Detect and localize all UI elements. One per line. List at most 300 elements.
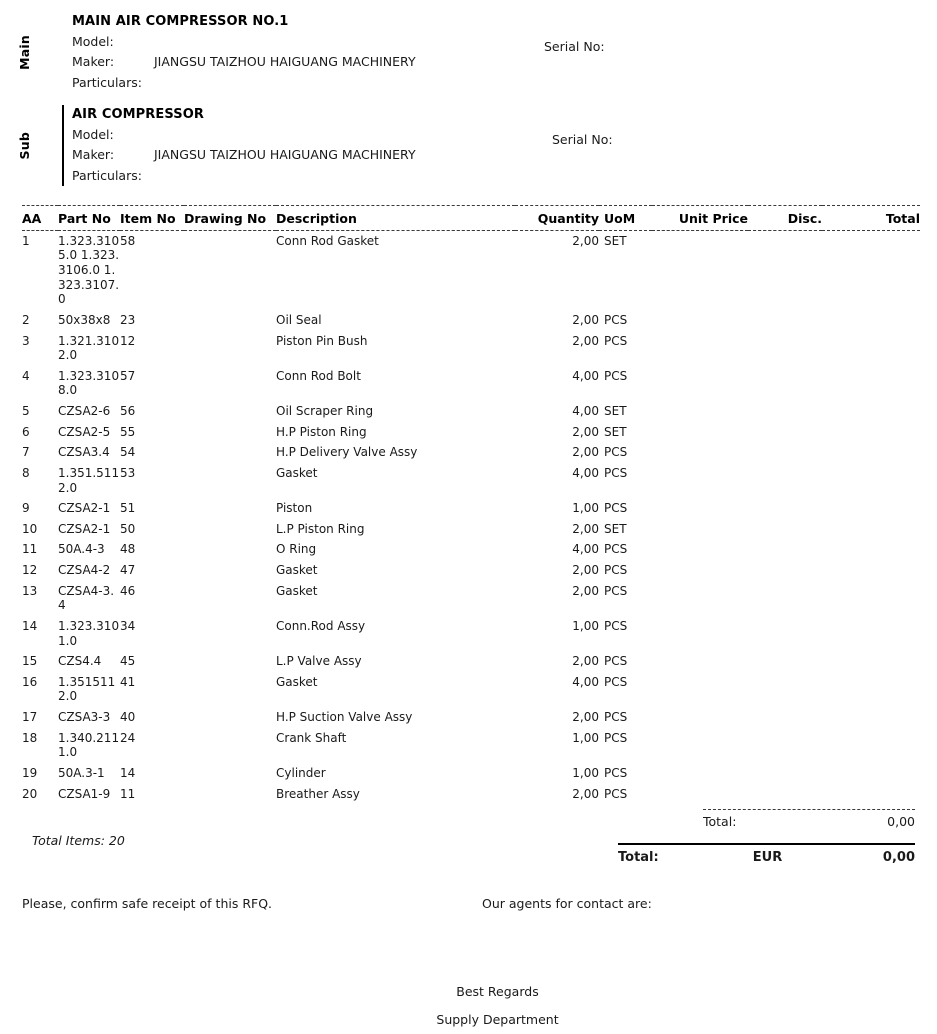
cell-part-no	[58, 230, 120, 310]
items-table-body	[22, 230, 920, 804]
table-row	[22, 442, 920, 463]
part-no-text: 50A.3-1	[58, 765, 105, 780]
cell-drawing-no	[184, 463, 276, 498]
column-header-uom: UoM	[599, 205, 652, 230]
cell-uom: PCS	[604, 654, 628, 669]
cell-disc	[748, 422, 822, 443]
totals-section	[22, 809, 915, 865]
cell-uom: SET	[604, 404, 627, 419]
cell-description: H.P Suction Valve Assy	[276, 710, 413, 725]
cell-item-no: 12	[120, 333, 136, 348]
main-equipment-rail	[0, 12, 48, 93]
cell-description: L.P Piston Ring	[276, 521, 365, 536]
part-no-text: 1.321.3102.0	[58, 333, 120, 363]
cell-drawing-no	[184, 422, 276, 443]
part-no-text: CZSA2-5	[58, 424, 111, 439]
table-row	[22, 763, 920, 784]
cell-unit-price	[652, 560, 748, 581]
part-no-text: CZSA3.4	[58, 445, 110, 460]
cell-item-no: 47	[120, 563, 136, 578]
cell-total	[822, 728, 920, 763]
items-table-header	[22, 205, 920, 230]
cell-uom: SET	[604, 424, 627, 439]
cell-total	[822, 230, 920, 310]
cell-description: Conn.Rod Assy	[276, 618, 366, 633]
column-header-unit-price: Unit Price	[652, 205, 748, 230]
cell-unit-price	[652, 763, 748, 784]
cell-quantity: 4,00	[572, 368, 599, 383]
sub-equipment-serial-row	[552, 132, 613, 147]
cell-item-no: 48	[120, 542, 136, 557]
part-no-text: 1.340.2111.0	[58, 730, 120, 760]
main-equipment-model-row	[72, 32, 937, 52]
cell-item-no: 51	[120, 501, 136, 516]
sub-equipment-body	[62, 105, 937, 186]
column-header-description: Description	[276, 205, 515, 230]
cell-drawing-no	[184, 539, 276, 560]
cell-uom: SET	[604, 233, 627, 248]
cell-quantity: 2,00	[572, 654, 599, 669]
cell-item-no: 53	[120, 465, 136, 480]
cell-drawing-no	[184, 519, 276, 540]
signoff-block	[0, 978, 937, 1034]
cell-quantity: 1,00	[572, 765, 599, 780]
cell-quantity: 2,00	[572, 563, 599, 578]
table-row	[22, 728, 920, 763]
cell-uom: SET	[604, 521, 627, 536]
part-no-text: CZS4.4	[58, 654, 102, 669]
items-table	[22, 205, 920, 804]
cell-total	[822, 463, 920, 498]
cell-quantity: 2,00	[572, 583, 599, 598]
cell-unit-price	[652, 539, 748, 560]
sub-equipment-model-row	[72, 125, 937, 145]
cell-total	[822, 331, 920, 366]
part-no-text: 1.323.3105.0 1.323.3106.0 1.323.3107.0	[58, 233, 120, 307]
cell-item-no: 14	[120, 765, 136, 780]
cell-total	[822, 763, 920, 784]
cell-disc	[748, 519, 822, 540]
cell-disc	[748, 539, 822, 560]
sub-equipment-rail-label: Sub	[16, 131, 32, 160]
cell-aa: 19	[22, 765, 38, 780]
cell-unit-price	[652, 230, 748, 310]
grand-total-row	[22, 843, 915, 865]
cell-total	[822, 560, 920, 581]
table-row	[22, 310, 920, 331]
cell-part-no	[58, 707, 120, 728]
cell-unit-price	[652, 581, 748, 616]
cell-uom: PCS	[604, 465, 628, 480]
cell-part-no	[58, 539, 120, 560]
sub-equipment-maker-row	[72, 145, 937, 165]
cell-unit-price	[652, 672, 748, 707]
cell-total	[822, 651, 920, 672]
part-no-text: CZSA3-3	[58, 710, 111, 725]
cell-disc	[748, 763, 822, 784]
cell-drawing-no	[184, 331, 276, 366]
column-header-drawing-no: Drawing No	[184, 205, 276, 230]
cell-aa: 15	[22, 654, 38, 669]
footer-note-right: Our agents for contact are:	[482, 896, 652, 912]
cell-part-no	[58, 560, 120, 581]
cell-item-no: 57	[120, 368, 136, 383]
cell-drawing-no	[184, 366, 276, 401]
main-equipment-model-label: Model:	[72, 34, 114, 50]
cell-disc	[748, 581, 822, 616]
table-row	[22, 331, 920, 366]
footer-note-left: Please, confirm safe receipt of this RFQ.	[22, 896, 273, 912]
cell-description: O Ring	[276, 542, 317, 557]
cell-disc	[748, 310, 822, 331]
cell-description: Conn Rod Gasket	[276, 233, 379, 248]
cell-aa: 1	[22, 233, 30, 248]
table-row	[22, 498, 920, 519]
cell-aa: 11	[22, 542, 38, 557]
part-no-text: CZSA1-9	[58, 786, 111, 801]
main-equipment-serial-label: Serial No:	[544, 39, 605, 54]
cell-uom: PCS	[604, 542, 628, 557]
part-no-text: 50A.4-3	[58, 542, 105, 557]
cell-description: Oil Scraper Ring	[276, 404, 374, 419]
cell-total	[822, 310, 920, 331]
signoff-supply-department: Supply Department	[436, 1012, 559, 1028]
cell-disc	[748, 560, 822, 581]
cell-quantity: 1,00	[572, 501, 599, 516]
cell-aa: 5	[22, 404, 30, 419]
table-row	[22, 560, 920, 581]
cell-aa: 12	[22, 563, 38, 578]
table-row	[22, 784, 920, 805]
cell-disc	[748, 784, 822, 805]
cell-description: Gasket	[276, 563, 318, 578]
cell-unit-price	[652, 422, 748, 443]
signoff-best-regards: Best Regards	[456, 984, 539, 1000]
cell-unit-price	[652, 707, 748, 728]
cell-disc	[748, 463, 822, 498]
cell-quantity: 2,00	[572, 445, 599, 460]
cell-drawing-no	[184, 442, 276, 463]
main-equipment-maker-label: Maker:	[72, 54, 115, 70]
cell-uom: PCS	[604, 501, 628, 516]
column-header-item-no: Item No	[120, 205, 184, 230]
cell-description: L.P Valve Assy	[276, 654, 362, 669]
part-no-text: 1.323.3101.0	[58, 618, 120, 648]
cell-part-no	[58, 331, 120, 366]
cell-description: Gasket	[276, 674, 318, 689]
cell-unit-price	[652, 498, 748, 519]
cell-aa: 8	[22, 465, 30, 480]
cell-drawing-no	[184, 581, 276, 616]
main-equipment-maker-row	[72, 52, 937, 72]
cell-disc	[748, 707, 822, 728]
cell-unit-price	[652, 310, 748, 331]
cell-disc	[748, 728, 822, 763]
cell-drawing-no	[184, 784, 276, 805]
sub-equipment-maker-value: JIANGSU TAIZHOU HAIGUANG MACHINERY	[154, 147, 416, 163]
cell-quantity: 1,00	[572, 618, 599, 633]
cell-aa: 2	[22, 312, 30, 327]
part-no-text: CZSA4-2	[58, 563, 111, 578]
cell-uom: PCS	[604, 368, 628, 383]
cell-unit-price	[652, 651, 748, 672]
cell-unit-price	[652, 519, 748, 540]
footer-notes	[22, 896, 915, 918]
cell-aa: 6	[22, 424, 30, 439]
cell-disc	[748, 401, 822, 422]
cell-description: Breather Assy	[276, 786, 360, 801]
cell-item-no: 23	[120, 312, 136, 327]
cell-uom: PCS	[604, 710, 628, 725]
cell-uom: PCS	[604, 563, 628, 578]
cell-aa: 7	[22, 445, 30, 460]
cell-unit-price	[652, 463, 748, 498]
subtotal-inner	[703, 809, 915, 829]
cell-description: Piston Pin Bush	[276, 333, 368, 348]
cell-drawing-no	[184, 401, 276, 422]
cell-disc	[748, 442, 822, 463]
cell-total	[822, 366, 920, 401]
cell-drawing-no	[184, 672, 276, 707]
table-row	[22, 581, 920, 616]
cell-description: Piston	[276, 501, 313, 516]
cell-aa: 9	[22, 501, 30, 516]
cell-uom: PCS	[604, 333, 628, 348]
cell-drawing-no	[184, 728, 276, 763]
cell-part-no	[58, 442, 120, 463]
cell-uom: PCS	[604, 583, 628, 598]
cell-part-no	[58, 651, 120, 672]
cell-part-no	[58, 616, 120, 651]
sub-equipment-rail	[0, 105, 48, 186]
table-row	[22, 672, 920, 707]
cell-part-no	[58, 463, 120, 498]
cell-drawing-no	[184, 707, 276, 728]
cell-uom: PCS	[604, 674, 628, 689]
cell-part-no	[58, 728, 120, 763]
cell-description: Cylinder	[276, 765, 326, 780]
cell-total	[822, 539, 920, 560]
table-row	[22, 230, 920, 310]
cell-aa: 20	[22, 786, 38, 801]
column-header-aa: AA	[22, 205, 58, 230]
cell-uom: PCS	[604, 765, 628, 780]
cell-item-no: 41	[120, 674, 136, 689]
grand-total-label: Total:	[618, 850, 659, 866]
cell-quantity: 2,00	[572, 233, 599, 248]
cell-quantity: 4,00	[572, 404, 599, 419]
cell-item-no: 50	[120, 521, 136, 536]
cell-description: Gasket	[276, 583, 318, 598]
part-no-text: 1.323.3108.0	[58, 368, 120, 398]
cell-aa: 17	[22, 710, 38, 725]
cell-disc	[748, 366, 822, 401]
part-no-text: 1.3515112.0	[58, 674, 116, 704]
cell-uom: PCS	[604, 618, 628, 633]
sub-equipment-serial-label: Serial No:	[552, 131, 613, 147]
cell-disc	[748, 651, 822, 672]
sub-equipment-title: AIR COMPRESSOR	[72, 106, 204, 122]
cell-aa: 13	[22, 583, 38, 598]
cell-part-no	[58, 401, 120, 422]
cell-part-no	[58, 310, 120, 331]
subtotal-row	[22, 809, 915, 829]
cell-drawing-no	[184, 616, 276, 651]
subtotal-label: Total:	[703, 814, 737, 830]
cell-uom: PCS	[604, 312, 628, 327]
table-row	[22, 463, 920, 498]
table-row	[22, 519, 920, 540]
column-header-disc: Disc.	[748, 205, 822, 230]
cell-total	[822, 519, 920, 540]
cell-description: Conn Rod Bolt	[276, 368, 361, 383]
items-table-header-row	[22, 205, 920, 230]
cell-unit-price	[652, 331, 748, 366]
part-no-text: CZSA2-6	[58, 404, 111, 419]
cell-description: Oil Seal	[276, 312, 322, 327]
table-row	[22, 616, 920, 651]
cell-item-no: 56	[120, 404, 136, 419]
cell-total	[822, 442, 920, 463]
cell-item-no: 58	[120, 233, 136, 248]
table-row	[22, 422, 920, 443]
sub-equipment-maker-label: Maker:	[72, 147, 115, 163]
cell-drawing-no	[184, 310, 276, 331]
table-row	[22, 539, 920, 560]
cell-total	[822, 616, 920, 651]
cell-item-no: 45	[120, 654, 136, 669]
column-header-part-no: Part No	[58, 205, 120, 230]
table-row	[22, 401, 920, 422]
cell-item-no: 34	[120, 618, 136, 633]
cell-total	[822, 422, 920, 443]
cell-aa: 18	[22, 730, 38, 745]
cell-unit-price	[652, 366, 748, 401]
cell-total	[822, 707, 920, 728]
cell-total	[822, 672, 920, 707]
cell-unit-price	[652, 728, 748, 763]
sub-equipment-particulars-label: Particulars:	[72, 167, 142, 183]
main-equipment-rail-label: Main	[16, 35, 32, 70]
cell-quantity: 2,00	[572, 786, 599, 801]
cell-drawing-no	[184, 763, 276, 784]
cell-description: H.P Piston Ring	[276, 424, 367, 439]
sub-equipment-block	[0, 105, 937, 186]
cell-disc	[748, 672, 822, 707]
cell-part-no	[58, 422, 120, 443]
cell-description: H.P Delivery Valve Assy	[276, 445, 418, 460]
cell-description: Crank Shaft	[276, 730, 347, 745]
cell-drawing-no	[184, 498, 276, 519]
cell-item-no: 24	[120, 730, 136, 745]
sub-equipment-model-label: Model:	[72, 127, 114, 143]
cell-aa: 10	[22, 521, 38, 536]
total-items-count: Total Items: 20	[32, 833, 125, 849]
grand-total-inner	[618, 843, 915, 865]
cell-uom: PCS	[604, 730, 628, 745]
cell-disc	[748, 331, 822, 366]
cell-part-no	[58, 366, 120, 401]
sub-equipment-particulars-row	[72, 166, 937, 186]
cell-quantity: 1,00	[572, 730, 599, 745]
cell-total	[822, 784, 920, 805]
main-equipment-maker-value: JIANGSU TAIZHOU HAIGUANG MACHINERY	[154, 54, 416, 70]
cell-quantity: 2,00	[572, 710, 599, 725]
cell-aa: 16	[22, 674, 38, 689]
cell-total	[822, 401, 920, 422]
part-no-text: 1.351.5112.0	[58, 465, 120, 495]
cell-drawing-no	[184, 560, 276, 581]
main-equipment-block	[0, 12, 937, 93]
cell-part-no	[58, 581, 120, 616]
part-no-text: CZSA2-1	[58, 501, 111, 516]
cell-part-no	[58, 763, 120, 784]
cell-item-no: 46	[120, 583, 136, 598]
cell-quantity: 4,00	[572, 674, 599, 689]
grand-total-currency: EUR	[752, 850, 783, 866]
part-no-text: CZSA2-1	[58, 521, 111, 536]
main-equipment-particulars-row	[72, 73, 937, 93]
cell-total	[822, 581, 920, 616]
cell-unit-price	[652, 616, 748, 651]
cell-uom: PCS	[604, 445, 628, 460]
cell-quantity: 2,00	[572, 333, 599, 348]
cell-item-no: 11	[120, 786, 136, 801]
cell-item-no: 54	[120, 445, 136, 460]
cell-item-no: 40	[120, 710, 136, 725]
part-no-text: CZSA4-3.4	[58, 583, 115, 613]
main-equipment-title: MAIN AIR COMPRESSOR NO.1	[72, 14, 289, 29]
grand-total-value: 0,00	[882, 850, 915, 866]
cell-part-no	[58, 519, 120, 540]
cell-total	[822, 498, 920, 519]
table-row	[22, 651, 920, 672]
cell-aa: 14	[22, 618, 38, 633]
cell-quantity: 4,00	[572, 542, 599, 557]
cell-quantity: 2,00	[572, 521, 599, 536]
subtotal-value: 0,00	[887, 814, 915, 830]
column-header-quantity: Quantity	[515, 205, 599, 230]
cell-disc	[748, 230, 822, 310]
items-table-container	[22, 205, 920, 804]
cell-drawing-no	[184, 230, 276, 310]
main-equipment-body	[48, 12, 937, 93]
table-row	[22, 707, 920, 728]
cell-quantity: 4,00	[572, 465, 599, 480]
main-equipment-particulars-label: Particulars:	[72, 74, 142, 90]
part-no-text: 50x38x8	[58, 312, 111, 327]
cell-part-no	[58, 672, 120, 707]
cell-quantity: 2,00	[572, 424, 599, 439]
cell-unit-price	[652, 401, 748, 422]
main-equipment-serial-row	[544, 39, 605, 54]
cell-part-no	[58, 498, 120, 519]
column-header-total: Total	[822, 205, 920, 230]
cell-description: Gasket	[276, 465, 318, 480]
table-row	[22, 366, 920, 401]
cell-aa: 4	[22, 368, 30, 383]
cell-disc	[748, 498, 822, 519]
cell-part-no	[58, 784, 120, 805]
cell-item-no: 55	[120, 424, 136, 439]
cell-aa: 3	[22, 333, 30, 348]
cell-unit-price	[652, 784, 748, 805]
cell-quantity: 2,00	[572, 312, 599, 327]
cell-drawing-no	[184, 651, 276, 672]
cell-uom: PCS	[604, 786, 628, 801]
cell-disc	[748, 616, 822, 651]
cell-unit-price	[652, 442, 748, 463]
